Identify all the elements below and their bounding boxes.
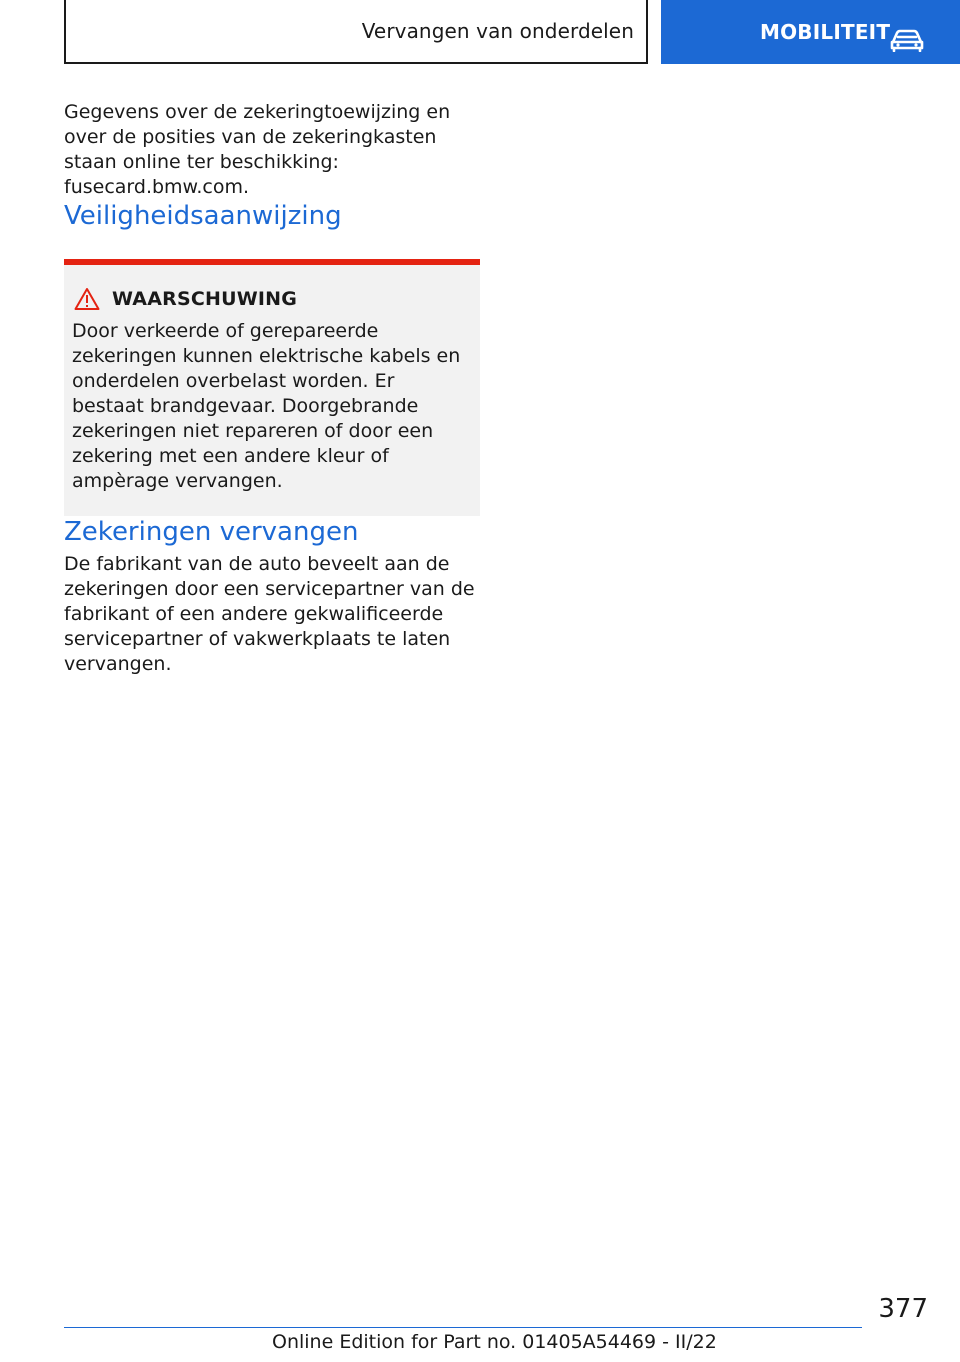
page-number: 377	[878, 1294, 928, 1324]
warning-header	[72, 287, 468, 311]
safety-heading: Veiligheidsaanwijzing	[64, 201, 342, 231]
warning-box	[64, 259, 480, 516]
edition-footer: Online Edition for Part no. 01405A54469 - II/22	[272, 1331, 717, 1353]
warning-label: WAARSCHUWING	[112, 288, 298, 310]
intro-paragraph: Gegevens over de zekeringtoewijzing en over de posities van de zekeringkasten staan online ter beschikking: fusecard.bmw.com.	[64, 101, 451, 198]
warning-triangle-icon	[74, 287, 100, 311]
header-section-box	[64, 0, 648, 64]
replace-heading: Zekeringen vervangen	[64, 517, 359, 547]
replace-paragraph: De fabrikant van de auto beveelt aan de zekeringen door een servicepartner van de fabrikant of een andere gekwalificeerde servicepartner of vakwerkplaats te laten vervangen.	[64, 553, 475, 675]
main-content	[64, 100, 484, 677]
warning-text: Door verkeerde of gerepareerde zekeringen kunnen elektrische kabels en onderdelen overbelast worden. Er bestaat brandgevaar. Doorgebrande zekeringen niet repareren of door een zekering met een andere kleur of ampèrage vervangen.	[72, 320, 461, 492]
chapter-tab-label: MOBILITEIT	[760, 20, 891, 44]
section-title: Vervangen van onderdelen	[361, 19, 634, 43]
car-icon	[890, 28, 924, 52]
footer-divider	[64, 1327, 862, 1328]
